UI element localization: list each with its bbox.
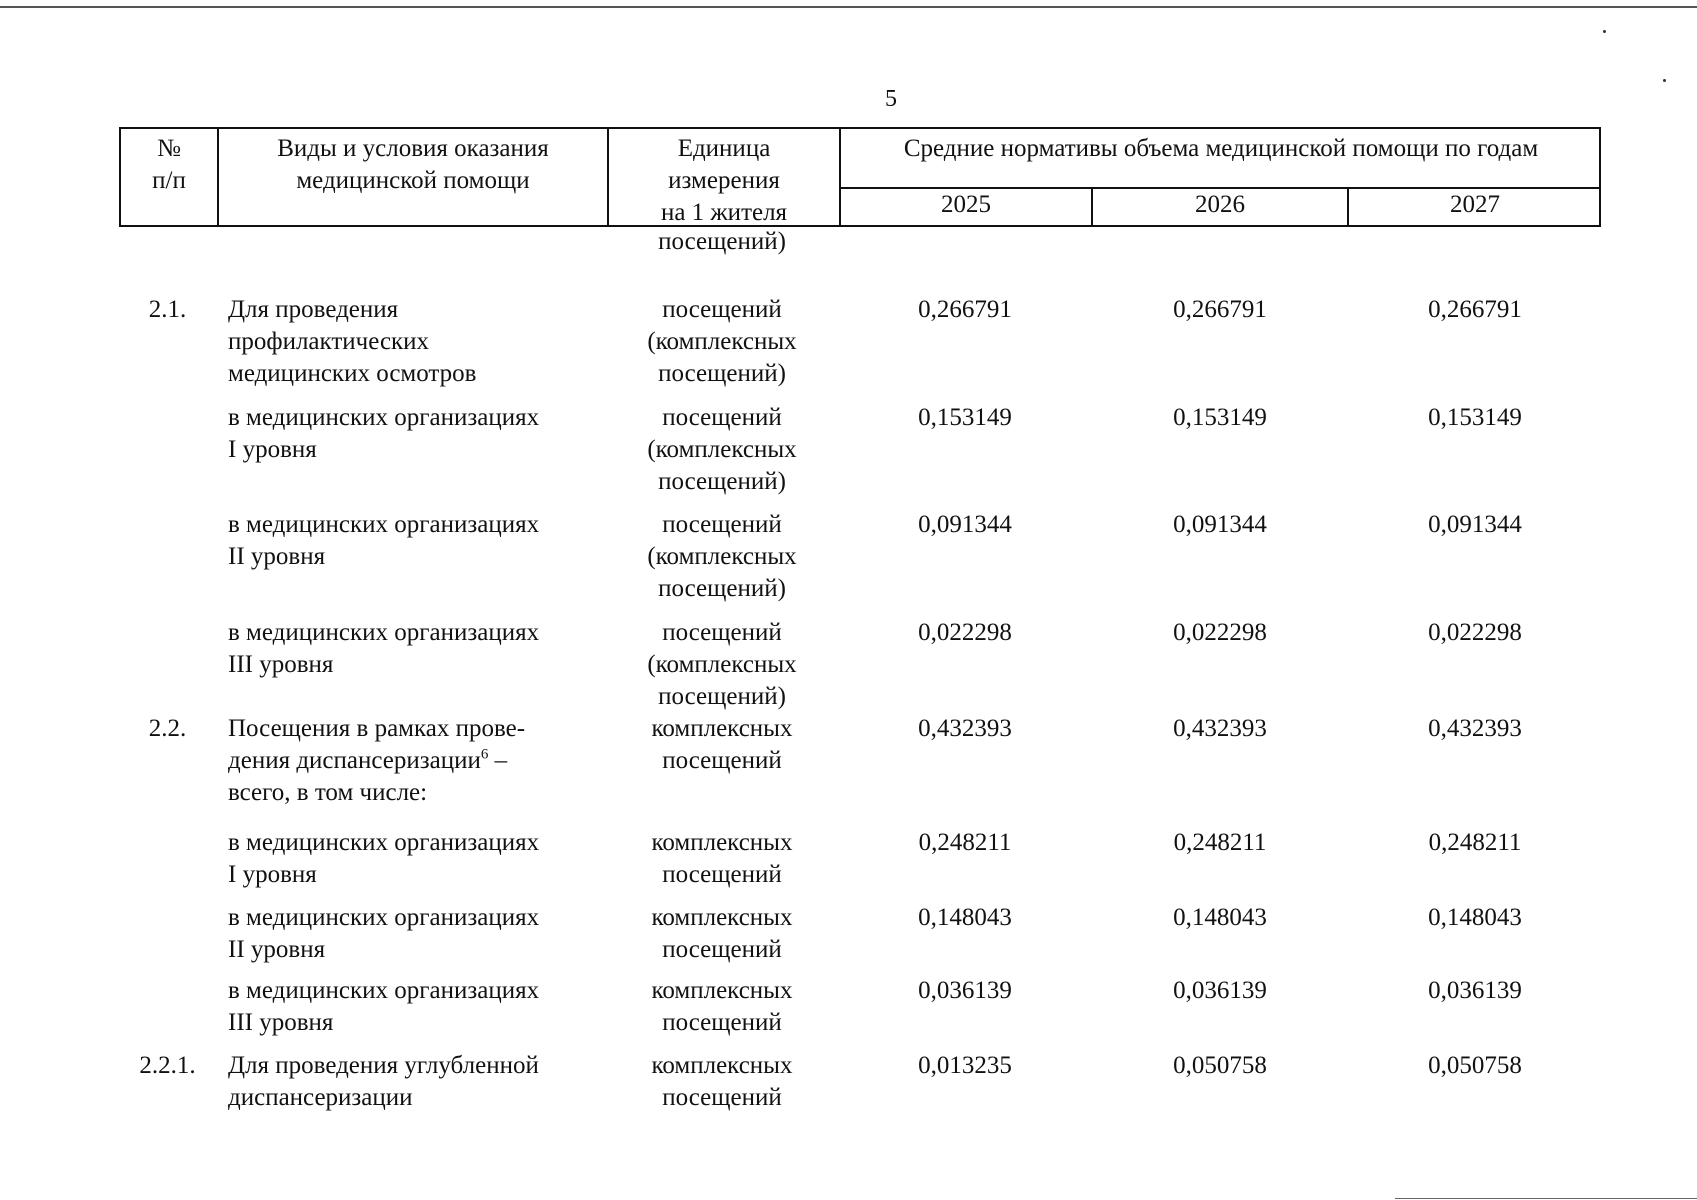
row-value-2027: 0,248211 [1428, 829, 1522, 856]
row-value-2026: 0,022298 [1173, 619, 1267, 646]
row-value-2027: 0,022298 [1428, 619, 1522, 646]
scan-edge-top [0, 6, 1697, 8]
row-value-2025: 0,248211 [918, 829, 1012, 856]
row-unit: посещений (комплексных посещений) [647, 511, 797, 602]
row-name: Для проведения профилактических медицинских осмотров [228, 296, 477, 387]
row-value-2025: 0,148043 [918, 904, 1012, 931]
row-value-2026: 0,036139 [1173, 977, 1267, 1004]
row-name: в медицинских организациях III уровня [228, 977, 540, 1036]
row-unit: комплексных посещений [651, 977, 793, 1036]
row-unit: комплексных посещений [651, 904, 793, 963]
row-number: 2.2.1. [139, 1052, 196, 1079]
scan-edge-bottom [1395, 1198, 1697, 1199]
row-value-2027: 0,036139 [1428, 977, 1522, 1004]
header-year: 2027 [1450, 191, 1500, 218]
row-value-2027: 0,148043 [1428, 904, 1522, 931]
row-value-2025: 0,036139 [918, 977, 1012, 1004]
row-value-2026: 0,091344 [1173, 511, 1267, 538]
row-value-2026: 0,148043 [1173, 904, 1267, 931]
row-name: в медицинских организациях I уровня [228, 404, 540, 463]
header-year: 2026 [1195, 191, 1245, 218]
row-value-2025: 0,266791 [918, 296, 1012, 323]
page-number: 5 [885, 86, 897, 112]
row-value-2026: 0,153149 [1173, 404, 1267, 431]
row-value-2025: 0,153149 [918, 404, 1012, 431]
carryover-unit: посещений) [658, 228, 786, 255]
row-value-2027: 0,050758 [1428, 1052, 1522, 1079]
row-name: Посещения в рамках прове- дения диспансеризации$^6$ – всего, в том числе: [228, 715, 526, 806]
footnote-marker: 6 [480, 746, 489, 763]
header-name: Виды и условия оказания медицинской помощи [277, 135, 549, 194]
table-header [119, 127, 1601, 227]
row-value-2027: 0,266791 [1428, 296, 1522, 323]
row-number: 2.1. [148, 296, 187, 323]
row-name: в медицинских организациях II уровня [228, 904, 540, 963]
row-unit: комплексных посещений [651, 829, 793, 888]
row-name: в медицинских организациях II уровня [228, 511, 540, 570]
row-unit: посещений (комплексных посещений) [647, 404, 797, 495]
scan-speck [1663, 79, 1666, 82]
row-value-2025: 0,091344 [918, 511, 1012, 538]
row-unit: посещений (комплексных посещений) [647, 619, 797, 710]
row-unit: посещений (комплексных посещений) [647, 296, 797, 387]
row-number: 2.2. [148, 715, 187, 742]
row-value-2027: 0,091344 [1428, 511, 1522, 538]
row-value-2026: 0,432393 [1173, 715, 1267, 742]
row-value-2026: 0,248211 [1173, 829, 1267, 856]
header-year: 2025 [941, 191, 991, 218]
row-value-2027: 0,153149 [1428, 404, 1522, 431]
row-value-2025: 0,013235 [918, 1052, 1012, 1079]
row-value-2027: 0,432393 [1428, 715, 1522, 742]
row-unit: комплексных посещений [651, 1052, 793, 1111]
row-unit: комплексных посещений [651, 715, 793, 774]
row-value-2025: 0,022298 [918, 619, 1012, 646]
row-value-2025: 0,432393 [918, 715, 1012, 742]
header-unit: Единица измерения на 1 жителя [660, 135, 788, 226]
row-value-2026: 0,050758 [1173, 1052, 1267, 1079]
row-name: в медицинских организациях I уровня [228, 829, 540, 888]
row-value-2026: 0,266791 [1173, 296, 1267, 323]
row-name: Для проведения углубленной диспансеризации [228, 1052, 539, 1111]
scan-speck [1603, 30, 1606, 33]
header-group: Средние нормативы объема медицинской помощи по годам [903, 135, 1539, 162]
header-num: № п/п [152, 135, 186, 194]
row-name: в медицинских организациях III уровня [228, 619, 540, 678]
